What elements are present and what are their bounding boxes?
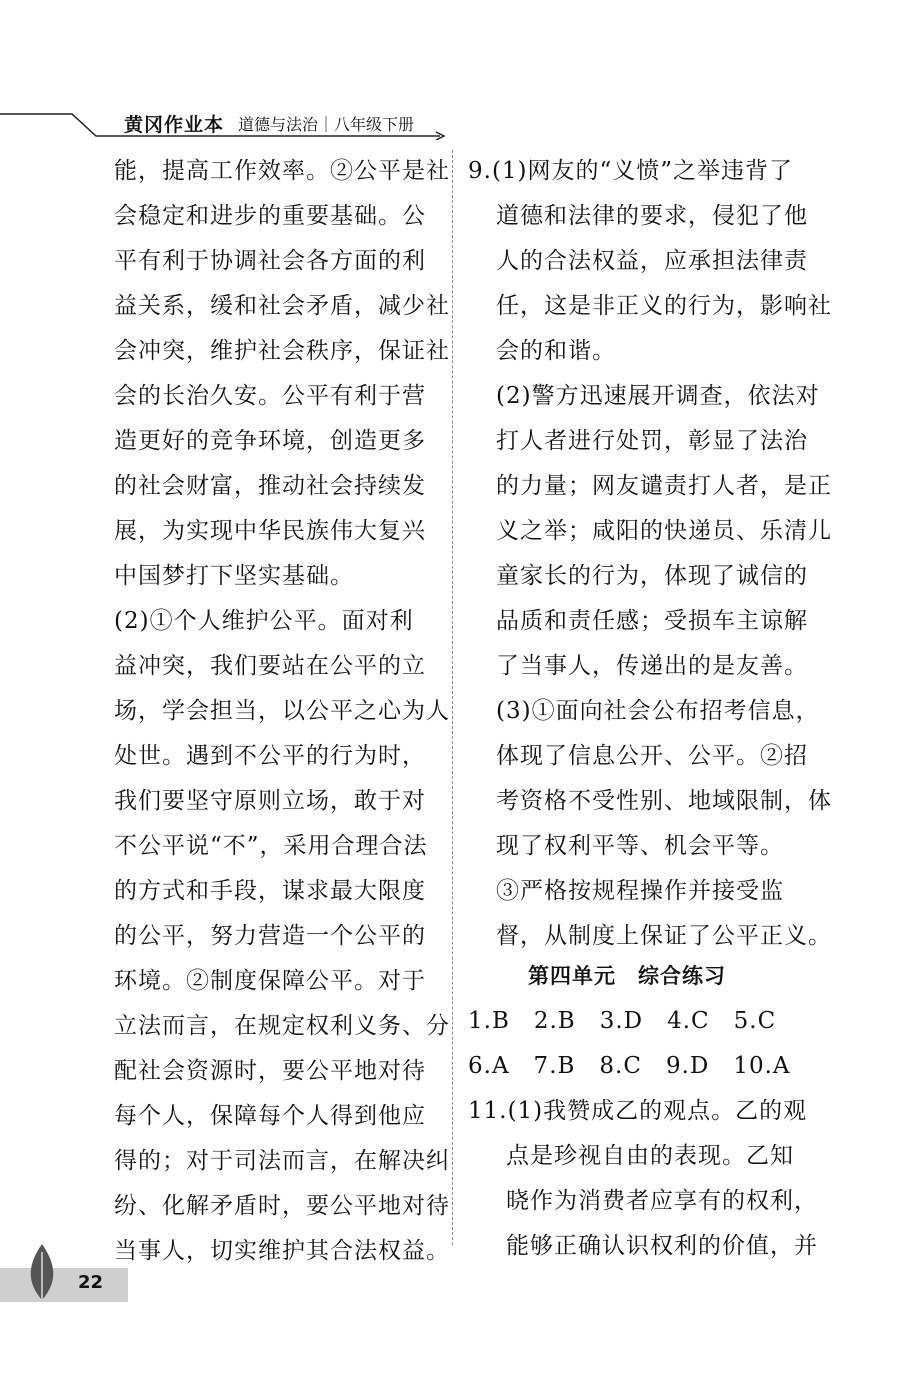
text-line: 11.(1)我赞成乙的观点。乙的观: [468, 1098, 808, 1124]
text-line: 会的和谐。: [496, 338, 616, 364]
subject-grade: 道德与法治｜八年级下册: [238, 115, 415, 134]
text-line: 的公平，努力营造一个公平的: [114, 923, 426, 949]
text-line: (2)①个人维护公平。面对利: [114, 608, 414, 634]
text-line: 体现了信息公开、公平。②招: [496, 743, 808, 769]
text-line: 得的；对于司法而言，在解决纠: [114, 1148, 450, 1174]
text-line: (3)①面向社会公布招考信息，: [496, 698, 820, 724]
text-line: 益冲突，我们要站在公平的立: [114, 653, 426, 679]
text-line: 会冲突，维护社会秩序，保证社: [114, 338, 450, 364]
text-line: 打人者进行处罚，彰显了法治: [496, 428, 808, 454]
text-line: 环境。②制度保障公平。对于: [114, 968, 426, 994]
text-line: 道德和法律的要求，侵犯了他: [496, 203, 808, 229]
text-line: 不公平说“不”，采用合理合法: [114, 833, 428, 859]
text-line: 每个人，保障每个人得到他应: [114, 1103, 426, 1129]
text-line: 纷、化解矛盾时，要公平地对待: [114, 1193, 450, 1219]
text-line: 的社会财富，推动社会持续发: [114, 473, 426, 499]
text-line: 现了权利平等、机会平等。: [496, 833, 784, 859]
text-line: 我们要坚守原则立场，敢于对: [114, 788, 426, 814]
column-divider: [452, 150, 453, 1245]
text-line: 中国梦打下坚实基础。: [114, 563, 354, 589]
text-line: 义之举；咸阳的快递员、乐清儿: [496, 518, 832, 544]
footer-bar: [0, 1268, 128, 1302]
text-line: 能够正确认识权利的价值，并: [506, 1233, 818, 1259]
answer-row: 6.A 7.B 8.C 9.D 10.A: [468, 1053, 791, 1079]
text-line: 任，这是非正义的行为，影响社: [496, 293, 832, 319]
text-line: 的方式和手段，谋求最大限度: [114, 878, 426, 904]
text-line: 品质和责任感；受损车主谅解: [496, 608, 808, 634]
text-line: 当事人，切实维护其合法权益。: [114, 1238, 450, 1264]
text-line: 场，学会担当，以公平之心为人: [114, 698, 450, 724]
text-line: 9.(1)网友的“义愤”之举违背了: [468, 158, 794, 184]
text-line: ③严格按规程操作并接受监: [496, 878, 784, 904]
answer-row: 1.B 2.B 3.D 4.C 5.C: [468, 1008, 777, 1034]
book-title: 黄冈作业本: [124, 114, 225, 136]
leaf-icon: [22, 1242, 62, 1304]
text-line: 会稳定和进步的重要基础。公: [114, 203, 426, 229]
text-line: 益关系，缓和社会矛盾，减少社: [114, 293, 450, 319]
text-line: 展，为实现中华民族伟大复兴: [114, 518, 426, 544]
text-line: 督，从制度上保证了公平正义。: [496, 923, 832, 949]
text-line: 晓作为消费者应享有的权利，: [506, 1188, 818, 1214]
text-line: 会的长治久安。公平有利于营: [114, 383, 426, 409]
text-line: 造更好的竞争环境，创造更多: [114, 428, 426, 454]
text-line: 立法而言，在规定权利义务、分: [114, 1013, 450, 1039]
text-line: 童家长的行为，体现了诚信的: [496, 563, 808, 589]
page-number: 22: [78, 1272, 104, 1293]
text-line: 人的合法权益，应承担法律责: [496, 248, 808, 274]
text-line: 配社会资源时，要公平地对待: [114, 1058, 426, 1084]
text-line: 点是珍视自由的表现。乙知: [506, 1143, 794, 1169]
text-line: 平有利于协调社会各方面的利: [114, 248, 426, 274]
text-line: 了当事人，传递出的是友善。: [496, 653, 808, 679]
text-line: 能，提高工作效率。②公平是社: [114, 158, 450, 184]
text-line: (2)警方迅速展开调查，依法对: [496, 383, 820, 409]
section-heading: 第四单元 综合练习: [528, 964, 726, 988]
text-line: 考资格不受性别、地域限制，体: [496, 788, 832, 814]
text-line: 的力量；网友谴责打人者，是正: [496, 473, 832, 499]
text-line: 处世。遇到不公平的行为时，: [114, 743, 426, 769]
